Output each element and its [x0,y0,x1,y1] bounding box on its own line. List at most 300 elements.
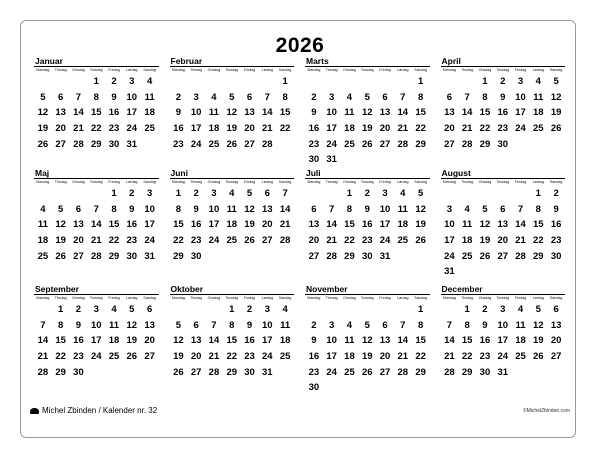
day-cell[interactable]: 30 [126,250,138,262]
day-cell[interactable]: 7 [400,91,406,103]
day-cell[interactable]: 24 [144,235,155,247]
day-cell[interactable]: 28 [262,138,273,150]
day-cell[interactable]: 26 [361,138,373,150]
day-cell[interactable]: 9 [75,319,82,331]
day-cell[interactable]: 23 [73,351,84,363]
day-cell[interactable]: 16 [361,219,373,231]
day-cell[interactable]: 18 [533,107,544,119]
day-cell[interactable]: 8 [464,319,470,331]
day-cell[interactable]: 25 [108,351,120,363]
day-cell[interactable]: 28 [73,138,84,150]
day-cell[interactable]: 1 [417,76,424,88]
day-cell[interactable]: 16 [126,219,138,231]
day-cell[interactable]: 9 [129,203,135,215]
day-cell[interactable]: 1 [464,304,470,316]
day-cell[interactable]: 23 [190,235,202,247]
day-cell[interactable]: 7 [211,319,217,331]
day-cell[interactable]: 9 [364,203,370,215]
day-cell[interactable]: 21 [444,351,455,363]
day-cell[interactable]: 26 [126,351,138,363]
day-cell[interactable]: 3 [329,319,335,331]
day-cell[interactable]: 27 [444,138,455,150]
day-cell[interactable]: 6 [446,91,453,103]
day-cell[interactable]: 8 [111,203,117,215]
day-cell[interactable]: 31 [444,266,455,278]
day-cell[interactable]: 23 [308,138,320,150]
day-cell[interactable]: 11 [397,203,408,215]
day-cell[interactable]: 20 [550,335,562,347]
day-cell[interactable]: 4 [111,304,117,316]
day-cell[interactable]: 24 [190,138,202,150]
day-cell[interactable]: 26 [37,138,49,150]
day-cell[interactable]: 29 [226,366,238,378]
day-cell[interactable]: 25 [344,366,355,378]
day-cell[interactable]: 28 [397,366,409,378]
day-cell[interactable]: 18 [344,123,355,135]
day-cell[interactable]: 26 [361,366,373,378]
day-cell[interactable]: 23 [244,351,255,363]
day-cell[interactable]: 14 [461,107,473,119]
day-cell[interactable]: 3 [517,76,524,88]
day-cell[interactable]: 9 [311,335,317,347]
day-cell[interactable]: 10 [326,107,337,119]
day-cell[interactable]: 15 [226,335,238,347]
day-cell[interactable]: 8 [417,319,424,331]
day-cell[interactable]: 29 [415,138,426,150]
day-cell[interactable]: 18 [344,351,355,363]
day-cell[interactable]: 9 [482,319,488,331]
day-cell[interactable]: 19 [173,351,184,363]
day-cell[interactable]: 8 [417,91,424,103]
day-cell[interactable]: 7 [400,319,406,331]
day-cell[interactable]: 11 [344,335,355,347]
day-cell[interactable]: 7 [464,91,470,103]
day-cell[interactable]: 16 [479,335,491,347]
day-cell[interactable]: 2 [553,188,559,200]
day-cell[interactable]: 11 [144,91,155,103]
day-cell[interactable]: 5 [129,304,135,316]
day-cell[interactable]: 21 [515,235,526,247]
day-cell[interactable]: 5 [364,319,370,331]
day-cell[interactable]: 6 [553,304,559,316]
day-cell[interactable]: 12 [479,219,491,231]
day-cell[interactable]: 11 [208,107,219,119]
day-cell[interactable]: 2 [75,304,82,316]
day-cell[interactable]: 19 [479,235,491,247]
day-cell[interactable]: 14 [326,219,337,231]
day-cell[interactable]: 30 [73,366,84,378]
day-cell[interactable]: 8 [58,319,64,331]
day-cell[interactable]: 25 [461,250,473,262]
day-cell[interactable]: 29 [108,250,120,262]
day-cell[interactable]: 24 [444,250,455,262]
day-cell[interactable]: 22 [415,351,426,363]
day-cell[interactable]: 8 [482,91,488,103]
day-cell[interactable]: 6 [264,188,270,200]
day-cell[interactable]: 17 [190,123,202,135]
day-cell[interactable]: 24 [326,138,337,150]
day-cell[interactable]: 21 [397,123,409,135]
day-cell[interactable]: 5 [364,91,370,103]
day-cell[interactable]: 29 [415,366,426,378]
day-cell[interactable]: 4 [346,91,353,103]
day-cell[interactable]: 30 [190,250,202,262]
day-cell[interactable]: 1 [175,188,182,200]
day-cell[interactable]: 25 [144,123,155,135]
day-cell[interactable]: 20 [190,351,202,363]
day-cell[interactable]: 25 [208,138,220,150]
day-cell[interactable]: 3 [193,91,199,103]
day-cell[interactable]: 4 [146,76,153,88]
day-cell[interactable]: 16 [190,219,202,231]
day-cell[interactable]: 21 [73,123,84,135]
day-cell[interactable]: 22 [415,123,426,135]
day-cell[interactable]: 2 [175,91,182,103]
day-cell[interactable]: 21 [279,219,291,231]
day-cell[interactable]: 16 [308,351,320,363]
day-cell[interactable]: 13 [244,107,255,119]
day-cell[interactable]: 2 [311,319,317,331]
day-cell[interactable]: 17 [262,335,273,347]
day-cell[interactable]: 12 [126,319,138,331]
day-cell[interactable]: 5 [58,203,64,215]
day-cell[interactable]: 1 [417,304,424,316]
day-cell[interactable]: 12 [550,91,562,103]
day-cell[interactable]: 5 [482,203,488,215]
day-cell[interactable]: 5 [40,91,46,103]
day-cell[interactable]: 8 [535,203,541,215]
day-cell[interactable]: 25 [533,123,544,135]
day-cell[interactable]: 28 [515,250,526,262]
day-cell[interactable]: 16 [73,335,84,347]
day-cell[interactable]: 5 [553,76,559,88]
day-cell[interactable]: 30 [550,250,562,262]
day-cell[interactable]: 14 [397,107,409,119]
day-cell[interactable]: 11 [515,319,526,331]
day-cell[interactable]: 2 [364,188,370,200]
day-cell[interactable]: 17 [144,219,155,231]
day-cell[interactable]: 11 [533,91,544,103]
day-cell[interactable]: 27 [262,235,273,247]
day-cell[interactable]: 25 [279,351,291,363]
day-cell[interactable]: 31 [126,138,138,150]
day-cell[interactable]: 26 [226,138,238,150]
day-cell[interactable]: 28 [397,138,409,150]
day-cell[interactable]: 27 [144,351,155,363]
day-cell[interactable]: 4 [229,188,235,200]
day-cell[interactable]: 29 [479,138,491,150]
day-cell[interactable]: 14 [515,219,526,231]
day-cell[interactable]: 22 [461,351,473,363]
day-cell[interactable]: 27 [73,250,84,262]
day-cell[interactable]: 15 [55,335,66,347]
day-cell[interactable]: 10 [379,203,391,215]
day-cell[interactable]: 15 [461,335,473,347]
day-cell[interactable]: 28 [326,250,337,262]
day-cell[interactable]: 24 [208,235,220,247]
day-cell[interactable]: 12 [37,107,49,119]
day-cell[interactable]: 8 [229,319,235,331]
day-cell[interactable]: 10 [144,203,155,215]
day-cell[interactable]: 7 [517,203,524,215]
day-cell[interactable]: 11 [280,319,291,331]
day-cell[interactable]: 5 [175,319,182,331]
day-cell[interactable]: 31 [262,366,273,378]
day-cell[interactable]: 17 [208,219,220,231]
day-cell[interactable]: 7 [329,203,335,215]
day-cell[interactable]: 20 [55,123,66,135]
day-cell[interactable]: 15 [415,335,426,347]
day-cell[interactable]: 10 [444,219,455,231]
day-cell[interactable]: 13 [379,335,391,347]
day-cell[interactable]: 3 [446,203,453,215]
day-cell[interactable]: 4 [282,304,288,316]
day-cell[interactable]: 21 [326,235,337,247]
day-cell[interactable]: 17 [515,107,526,119]
day-cell[interactable]: 18 [461,235,473,247]
day-cell[interactable]: 24 [497,351,509,363]
day-cell[interactable]: 26 [550,123,562,135]
day-cell[interactable]: 26 [55,250,66,262]
day-cell[interactable]: 27 [550,351,562,363]
day-cell[interactable]: 13 [55,107,66,119]
day-cell[interactable]: 25 [344,138,355,150]
day-cell[interactable]: 11 [226,203,237,215]
day-cell[interactable]: 4 [346,319,353,331]
day-cell[interactable]: 23 [479,351,491,363]
day-cell[interactable]: 16 [497,107,509,119]
day-cell[interactable]: 22 [533,235,544,247]
day-cell[interactable]: 29 [90,138,102,150]
day-cell[interactable]: 15 [415,107,426,119]
day-cell[interactable]: 22 [479,123,491,135]
day-cell[interactable]: 3 [264,304,270,316]
day-cell[interactable]: 31 [497,366,509,378]
day-cell[interactable]: 27 [190,366,202,378]
day-cell[interactable]: 25 [226,235,238,247]
day-cell[interactable]: 7 [75,91,82,103]
day-cell[interactable]: 30 [244,366,255,378]
day-cell[interactable]: 28 [37,366,49,378]
day-cell[interactable]: 30 [479,366,491,378]
day-cell[interactable]: 15 [108,219,120,231]
day-cell[interactable]: 29 [55,366,66,378]
day-cell[interactable]: 22 [344,235,355,247]
day-cell[interactable]: 3 [500,304,506,316]
day-cell[interactable]: 14 [279,203,291,215]
day-cell[interactable]: 7 [446,319,453,331]
day-cell[interactable]: 10 [126,91,138,103]
day-cell[interactable]: 14 [397,335,409,347]
day-cell[interactable]: 22 [90,123,102,135]
day-cell[interactable]: 7 [264,91,270,103]
day-cell[interactable]: 31 [144,250,155,262]
day-cell[interactable]: 30 [108,138,120,150]
day-cell[interactable]: 20 [308,235,320,247]
day-cell[interactable]: 4 [211,91,217,103]
day-cell[interactable]: 14 [208,335,220,347]
day-cell[interactable]: 8 [346,203,353,215]
day-cell[interactable]: 14 [37,335,49,347]
day-cell[interactable]: 20 [379,123,391,135]
day-cell[interactable]: 23 [308,366,320,378]
day-cell[interactable]: 2 [311,91,317,103]
day-cell[interactable]: 13 [379,107,391,119]
day-cell[interactable]: 23 [550,235,562,247]
day-cell[interactable]: 13 [262,203,273,215]
day-cell[interactable]: 7 [40,319,46,331]
day-cell[interactable]: 9 [111,91,117,103]
day-cell[interactable]: 14 [444,335,455,347]
day-cell[interactable]: 19 [415,219,426,231]
day-cell[interactable]: 27 [308,250,320,262]
day-cell[interactable]: 17 [444,235,455,247]
day-cell[interactable]: 3 [382,188,388,200]
day-cell[interactable]: 8 [175,203,182,215]
day-cell[interactable]: 16 [550,219,562,231]
day-cell[interactable]: 20 [262,219,273,231]
day-cell[interactable]: 6 [382,319,388,331]
day-cell[interactable]: 10 [190,107,202,119]
day-cell[interactable]: 30 [497,138,509,150]
day-cell[interactable]: 27 [55,138,66,150]
day-cell[interactable]: 29 [461,366,473,378]
day-cell[interactable]: 30 [308,382,320,394]
day-cell[interactable]: 12 [361,107,373,119]
day-cell[interactable]: 3 [329,91,335,103]
day-cell[interactable]: 1 [482,76,488,88]
day-cell[interactable]: 30 [361,250,373,262]
day-cell[interactable]: 18 [208,123,220,135]
day-cell[interactable]: 17 [326,351,337,363]
day-cell[interactable]: 27 [379,138,391,150]
day-cell[interactable]: 1 [229,304,235,316]
day-cell[interactable]: 19 [550,107,562,119]
day-cell[interactable]: 3 [93,304,99,316]
day-cell[interactable]: 23 [108,123,120,135]
day-cell[interactable]: 23 [497,123,509,135]
day-cell[interactable]: 15 [533,219,544,231]
day-cell[interactable]: 8 [93,91,99,103]
day-cell[interactable]: 2 [129,188,135,200]
day-cell[interactable]: 2 [246,304,253,316]
day-cell[interactable]: 24 [126,123,138,135]
day-cell[interactable]: 18 [279,335,291,347]
day-cell[interactable]: 3 [211,188,217,200]
day-cell[interactable]: 19 [244,219,255,231]
day-cell[interactable]: 21 [90,235,102,247]
day-cell[interactable]: 21 [397,351,409,363]
day-cell[interactable]: 16 [108,107,120,119]
day-cell[interactable]: 26 [173,366,184,378]
day-cell[interactable]: 29 [533,250,544,262]
day-cell[interactable]: 13 [308,219,320,231]
day-cell[interactable]: 15 [90,107,102,119]
day-cell[interactable]: 24 [379,235,391,247]
day-cell[interactable]: 21 [262,123,273,135]
day-cell[interactable]: 27 [497,250,509,262]
day-cell[interactable]: 24 [515,123,526,135]
day-cell[interactable]: 13 [190,335,202,347]
day-cell[interactable]: 1 [346,188,353,200]
day-cell[interactable]: 21 [461,123,473,135]
day-cell[interactable]: 6 [146,304,153,316]
day-cell[interactable]: 11 [109,319,120,331]
day-cell[interactable]: 23 [173,138,184,150]
day-cell[interactable]: 18 [108,335,120,347]
day-cell[interactable]: 10 [326,335,337,347]
day-cell[interactable]: 7 [93,203,99,215]
day-cell[interactable]: 4 [464,203,470,215]
day-cell[interactable]: 21 [208,351,220,363]
day-cell[interactable]: 9 [500,91,506,103]
day-cell[interactable]: 2 [193,188,199,200]
day-cell[interactable]: 19 [533,335,544,347]
day-cell[interactable]: 28 [208,366,220,378]
day-cell[interactable]: 12 [173,335,184,347]
day-cell[interactable]: 29 [173,250,184,262]
day-cell[interactable]: 19 [55,235,66,247]
day-cell[interactable]: 22 [55,351,66,363]
day-cell[interactable]: 13 [497,219,509,231]
day-cell[interactable]: 6 [246,91,253,103]
day-cell[interactable]: 6 [75,203,82,215]
day-cell[interactable]: 18 [226,219,238,231]
day-cell[interactable]: 25 [515,351,526,363]
day-cell[interactable]: 13 [73,219,84,231]
day-cell[interactable]: 28 [444,366,455,378]
day-cell[interactable]: 12 [361,335,373,347]
day-cell[interactable]: 2 [500,76,506,88]
day-cell[interactable]: 17 [126,107,138,119]
day-cell[interactable]: 3 [146,188,153,200]
day-cell[interactable]: 29 [344,250,355,262]
day-cell[interactable]: 6 [500,203,506,215]
day-cell[interactable]: 18 [144,107,155,119]
day-cell[interactable]: 11 [462,219,473,231]
day-cell[interactable]: 16 [308,123,320,135]
day-cell[interactable]: 1 [58,304,64,316]
day-cell[interactable]: 20 [497,235,509,247]
day-cell[interactable]: 22 [226,351,238,363]
day-cell[interactable]: 16 [244,335,255,347]
day-cell[interactable]: 4 [517,304,524,316]
day-cell[interactable]: 13 [144,319,155,331]
day-cell[interactable]: 26 [244,235,255,247]
day-cell[interactable]: 17 [497,335,509,347]
day-cell[interactable]: 20 [444,123,455,135]
day-cell[interactable]: 27 [379,366,391,378]
day-cell[interactable]: 13 [444,107,455,119]
day-cell[interactable]: 26 [415,235,426,247]
day-cell[interactable]: 1 [93,76,99,88]
day-cell[interactable]: 24 [262,351,273,363]
day-cell[interactable]: 1 [535,188,541,200]
day-cell[interactable]: 9 [193,203,199,215]
day-cell[interactable]: 27 [244,138,255,150]
day-cell[interactable]: 13 [550,319,562,331]
day-cell[interactable]: 24 [90,351,102,363]
day-cell[interactable]: 17 [379,219,391,231]
day-cell[interactable]: 14 [262,107,273,119]
day-cell[interactable]: 11 [344,107,355,119]
day-cell[interactable]: 25 [37,250,49,262]
day-cell[interactable]: 19 [361,351,373,363]
day-cell[interactable]: 4 [400,188,406,200]
day-cell[interactable]: 26 [479,250,491,262]
day-cell[interactable]: 18 [515,335,526,347]
day-cell[interactable]: 15 [344,219,355,231]
